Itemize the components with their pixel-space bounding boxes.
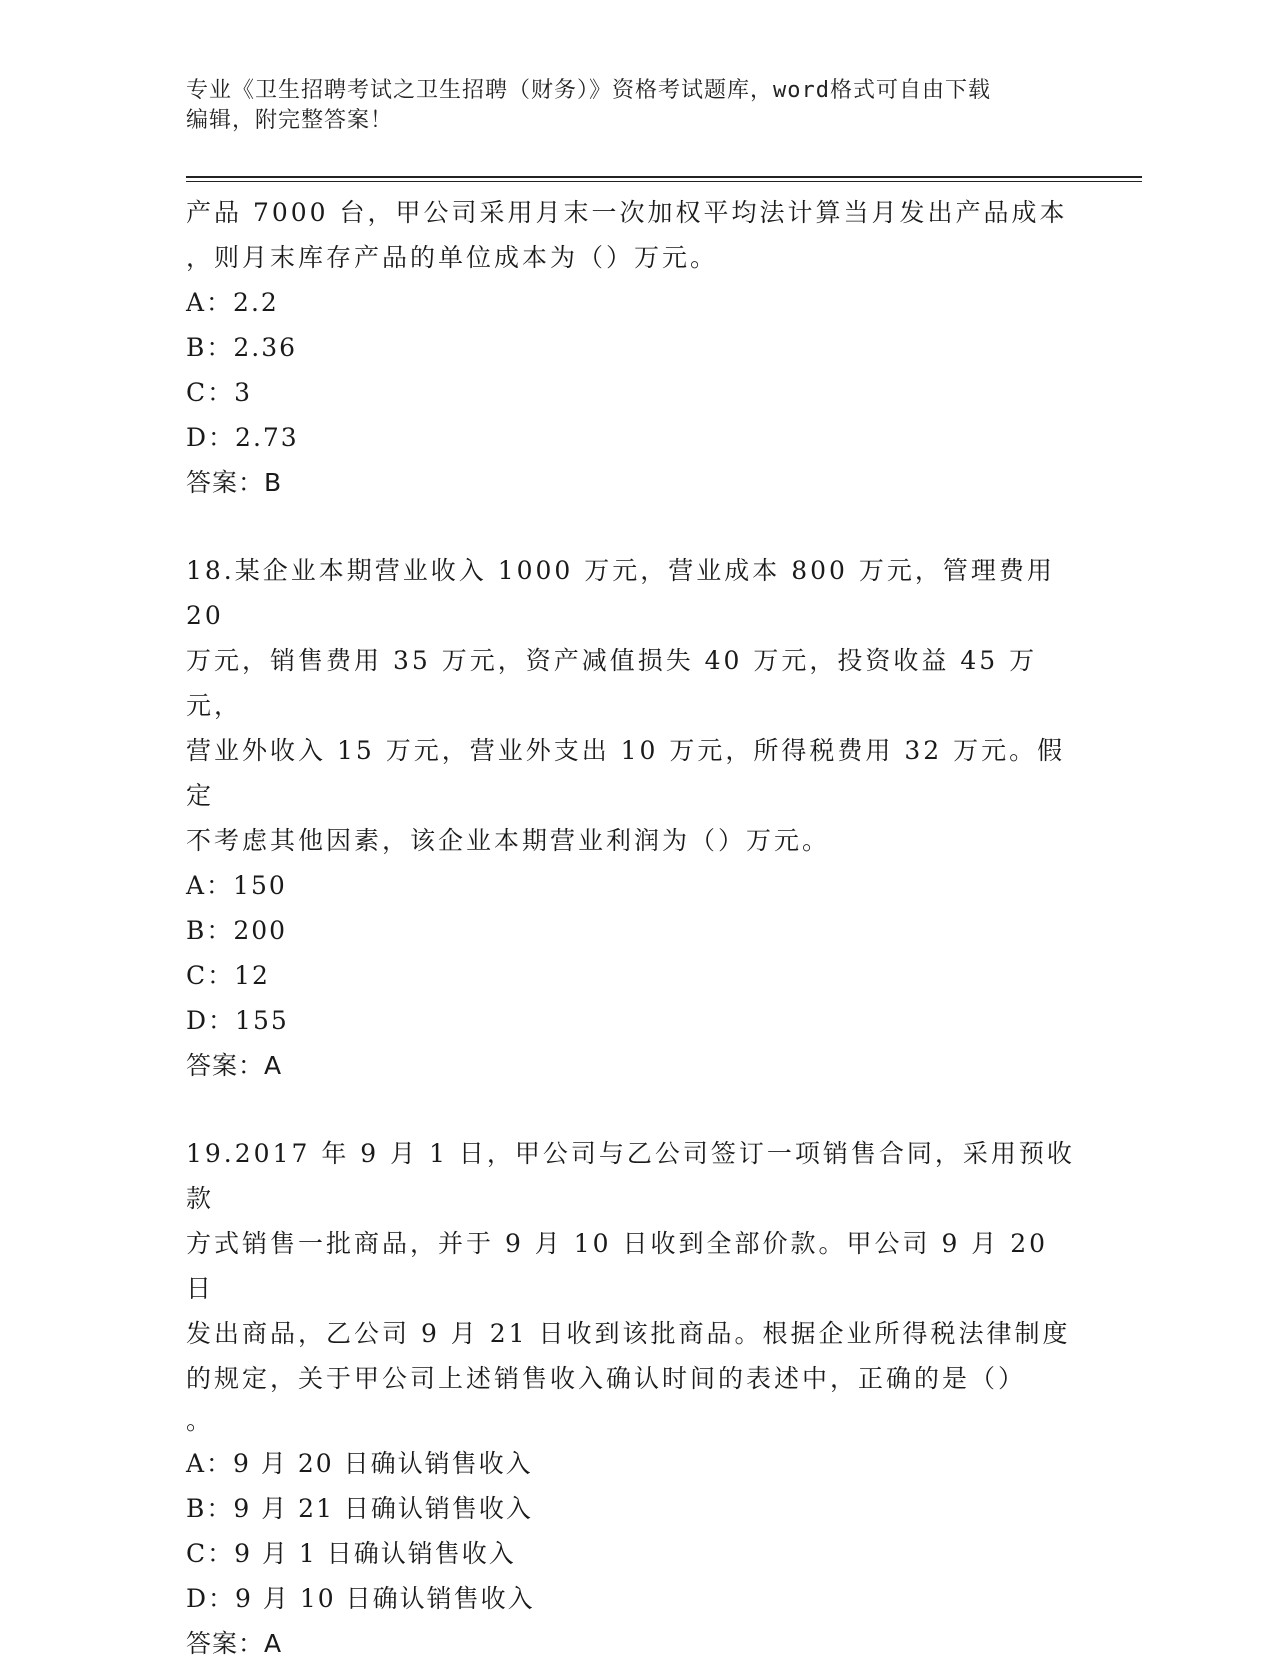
question-17-text-line: ，则月末库存产品的单位成本为（）万元。 — [186, 243, 719, 272]
question-19-text-line: 19.2017 年 9 月 1 日，甲公司与乙公司签订一项销售合同，采用预收款 — [186, 1139, 1075, 1213]
question-17-tail — [186, 190, 1086, 505]
answer-label: 答案：B — [186, 468, 283, 497]
option-a: A：2.2 — [186, 288, 279, 317]
question-spacer — [186, 1088, 1086, 1131]
option-d: D：155 — [186, 1006, 289, 1035]
option-a: A：150 — [186, 871, 287, 900]
question-19-text-line: 。 — [186, 1406, 212, 1435]
question-content — [186, 190, 1086, 1666]
question-18-text-line: 营业外收入 15 万元，营业外支出 10 万元，所得税费用 32 万元。假定 — [186, 736, 1066, 810]
option-c: C：3 — [186, 378, 253, 407]
header-title-line-1: 专业《卫生招聘考试之卫生招聘（财务）》资格考试题库，word格式可自由下载 — [186, 78, 991, 103]
option-d: D：2.73 — [186, 423, 299, 452]
question-18-text-line: 万元，销售费用 35 万元，资产减值损失 40 万元，投资收益 45 万元， — [186, 646, 1038, 720]
question-18-text-line: 18.某企业本期营业收入 1000 万元，营业成本 800 万元，管理费用 20 — [186, 556, 1055, 630]
question-19-text-line: 发出商品，乙公司 9 月 21 日收到该批商品。根据企业所得税法律制度 — [186, 1319, 1071, 1348]
question-19 — [186, 1131, 1086, 1666]
question-spacer — [186, 505, 1086, 548]
header-divider-thick — [186, 176, 1142, 178]
question-18-text-line: 不考虑其他因素，该企业本期营业利润为（）万元。 — [186, 826, 831, 855]
answer-label: 答案：A — [186, 1051, 283, 1080]
option-b: B：2.36 — [186, 333, 298, 362]
option-b: B：200 — [186, 916, 288, 945]
option-c: C：9 月 1 日确认销售收入 — [186, 1539, 516, 1568]
option-d: D：9 月 10 日确认销售收入 — [186, 1584, 535, 1613]
document-header — [186, 76, 1066, 136]
question-18 — [186, 548, 1086, 1088]
header-title-line-2: 编辑，附完整答案！ — [186, 108, 394, 133]
option-b: B：9 月 21 日确认销售收入 — [186, 1494, 533, 1523]
question-17-text-line: 产品 7000 台，甲公司采用月末一次加权平均法计算当月发出产品成本 — [186, 198, 1068, 227]
option-c: C：12 — [186, 961, 270, 990]
question-19-text-line: 方式销售一批商品，并于 9 月 10 日收到全部价款。甲公司 9 月 20 日 — [186, 1229, 1049, 1303]
option-a: A：9 月 20 日确认销售收入 — [186, 1449, 533, 1478]
header-divider-thin — [186, 181, 1142, 182]
question-19-text-line: 的规定，关于甲公司上述销售收入确认时间的表述中，正确的是（） — [186, 1364, 1027, 1393]
answer-label: 答案：A — [186, 1629, 283, 1658]
